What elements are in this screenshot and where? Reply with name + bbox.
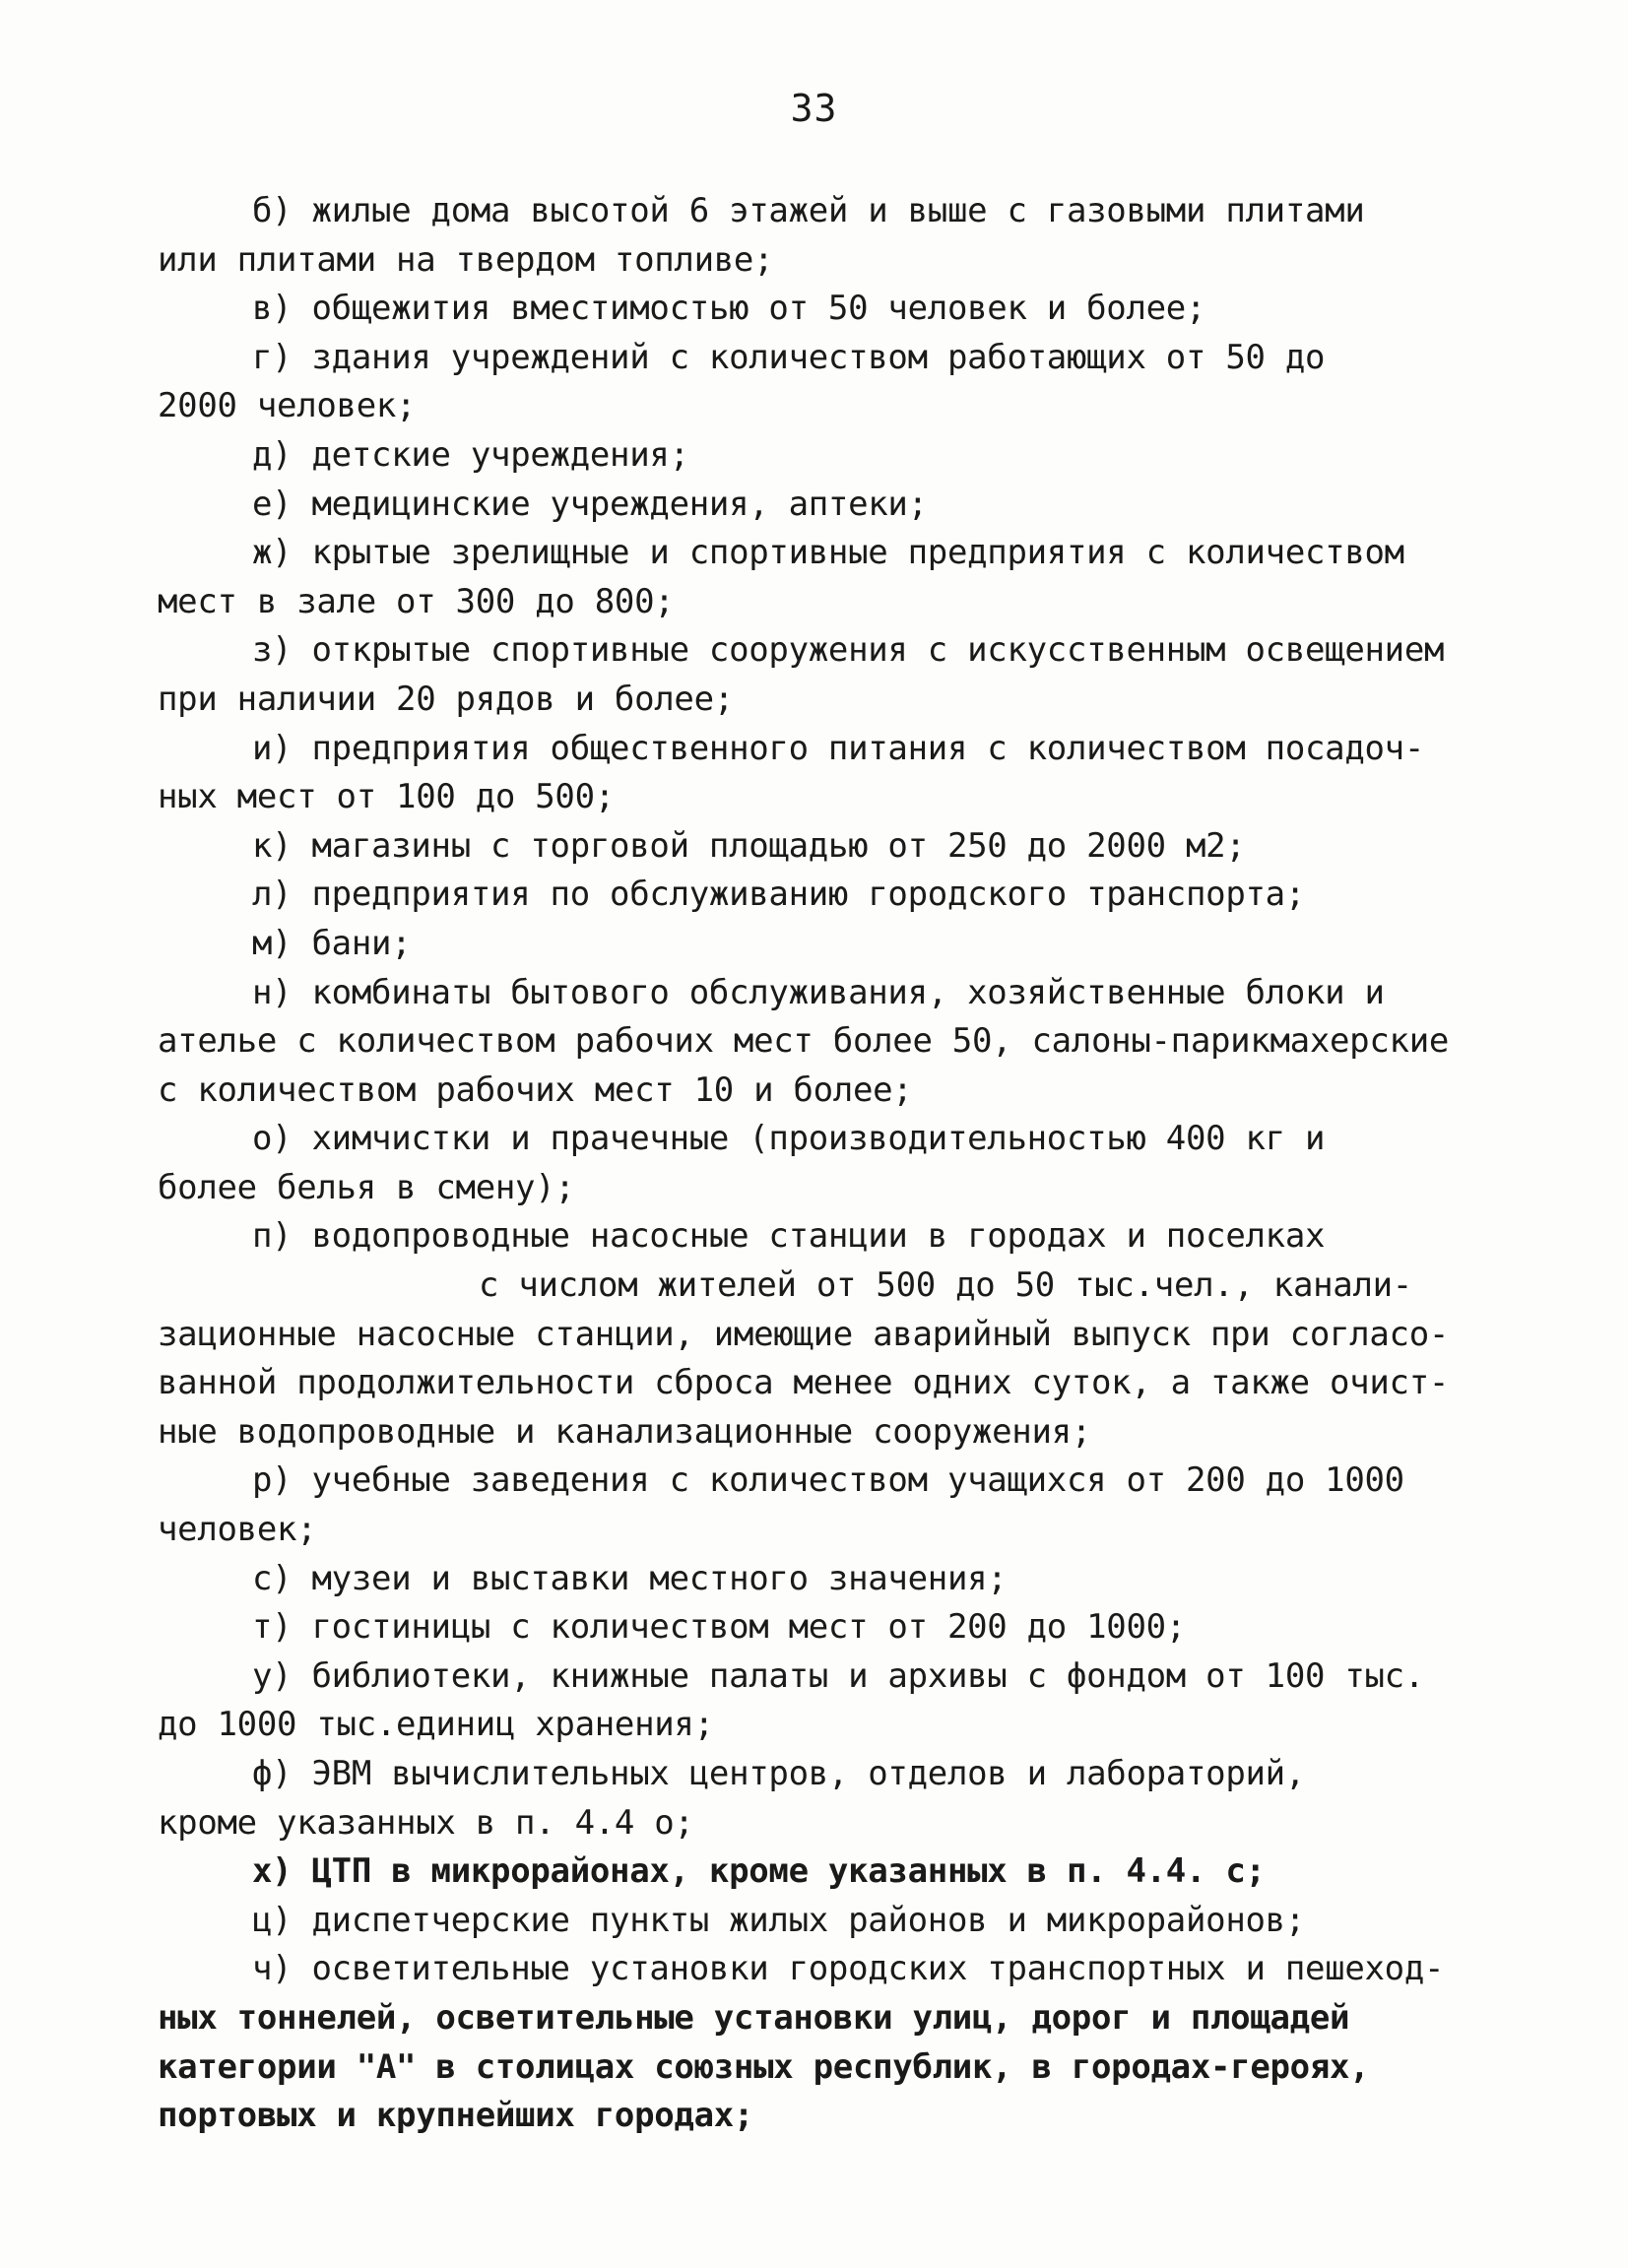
text-line: ф) ЭВМ вычислительных центров, отделов и лабораторий, [252, 1754, 1305, 1793]
text-line: с) музеи и выставки местного значения; [252, 1558, 1008, 1598]
page-number: 33 [790, 87, 838, 130]
text-line: кроме указанных в п. 4.4 о; [158, 1802, 694, 1843]
text-line: или плитами на твердом топливе; [158, 239, 774, 280]
text-line: при наличии 20 рядов и более; [158, 679, 734, 719]
text-line: ц) диспетчерские пункты жилых районов и микрорайонов; [252, 1900, 1305, 1940]
text-line: х) ЦТП в микрорайонах, кроме указанных в п. 4.4. с; [252, 1851, 1266, 1892]
text-line: зационные насосные станции, имеющие аварийный выпуск при согласо- [158, 1314, 1450, 1354]
text-line: ных тоннелей, осветительные установки улиц, дорог и площадей [158, 1997, 1350, 2038]
text-line: п) водопроводные насосные станции в городах и поселках [252, 1216, 1326, 1257]
text-line: ные водопроводные и канализационные сооружения; [158, 1411, 1091, 1452]
body-text [158, 187, 1477, 2141]
text-line: 2000 человек; [158, 386, 417, 426]
text-line: с количеством рабочих мест 10 и более; [158, 1069, 913, 1110]
text-line: портовых и крупнейших городах; [158, 2096, 754, 2136]
text-line: о) химчистки и прачечные (производительностью 400 кг и [252, 1119, 1326, 1159]
text-line: е) медицинские учреждения, аптеки; [252, 484, 928, 524]
text-line: р) учебные заведения с количеством учащихся от 200 до 1000 [252, 1460, 1404, 1501]
text-line: н) комбинаты бытового обслуживания, хозяйственные блоки и [252, 972, 1385, 1012]
text-line: т) гостиницы с количеством мест от 200 до 1000; [252, 1607, 1186, 1648]
text-line: ных мест от 100 до 500; [158, 777, 615, 817]
text-line: до 1000 тыс.единиц хранения; [158, 1705, 714, 1745]
text-line: ч) осветительные установки городских транспортных и пешеход- [252, 1949, 1445, 1989]
text-line: д) детские учреждения; [252, 434, 689, 475]
text-line: мест в зале от 300 до 800; [158, 581, 675, 621]
text-line: б) жилые дома высотой 6 этажей и выше с газовыми плитами [252, 191, 1365, 230]
text-line: ванной продолжительности сброса менее одних суток, а также очист- [158, 1363, 1450, 1403]
text-line: ж) крытые зрелищные и спортивные предприятия с количеством [252, 533, 1404, 573]
text-line: и) предприятия общественного питания с количеством посадоч- [252, 728, 1425, 768]
text-line: человек; [158, 1510, 317, 1550]
text-line: л) предприятия по обслуживанию городского транспорта; [252, 875, 1305, 915]
text-line: с числом жителей от 500 до 50 тыс.чел., канали- [479, 1265, 1412, 1306]
text-line: к) магазины с торговой площадью от 250 до 2000 м2; [252, 825, 1246, 866]
text-line: категории "А" в столицах союзных республик, в городах-героях, [158, 2046, 1370, 2087]
text-line: у) библиотеки, книжные палаты и архивы с фондом от 100 тыс. [252, 1655, 1425, 1696]
text-line: г) здания учреждений с количеством работающих от 50 до [252, 337, 1326, 377]
text-line: ателье с количеством рабочих мест более 50, салоны-парикмахерские [158, 1021, 1450, 1062]
text-line: более белья в смену); [158, 1167, 575, 1207]
text-line: в) общежития вместимостью от 50 человек и более; [252, 289, 1206, 329]
text-line: з) открытые спортивные сооружения с искусственным освещением [252, 630, 1445, 671]
text-line: м) бани; [252, 923, 412, 963]
